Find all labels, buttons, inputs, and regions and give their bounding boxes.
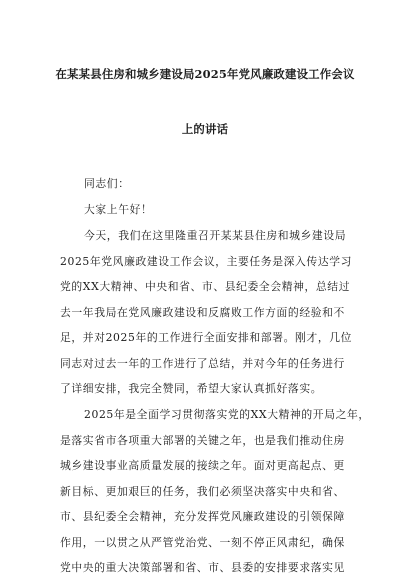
document-title-line-2: 上的讲话 (181, 122, 229, 136)
greeting: 大家上午好！ (84, 203, 153, 216)
paragraph-1-line: 2025年党风廉政建设工作会议，主要任务是深入传达学习 (60, 255, 353, 268)
paragraph-2-line: 市、县纪委全会精神，充分发挥党风廉政建设的引领保障 (60, 510, 345, 523)
paragraph-1-line: 同志对过去一年的工作进行了总结，并对今年的任务进行 (60, 357, 345, 370)
paragraph-1-line: 去一年我局在党风廉政建设和反腐败工作方面的经验和不 (60, 306, 345, 319)
paragraph-2-line: 2025年是全面学习贯彻落实党的XX大精神的开局之年， (84, 408, 370, 421)
paragraph-1-line: 今天，我们在这里隆重召开某某县住房和城乡建设局 (84, 229, 347, 242)
paragraph-2-line: 作用，一以贯之从严管党治党、一刻不停正风肃纪，确保 (60, 536, 345, 549)
document-title-line-1: 在某某县住房和城乡建设局2025年党风廉政建设工作会议 (55, 67, 355, 81)
paragraph-2-line: 党中央的重大决策部署和省、市、县委的安排要求落实见 (60, 561, 345, 574)
paragraph-1-line: 足，并对2025年的工作进行全面安排和部署。刚才，几位 (60, 331, 353, 344)
paragraph-2-line: 城乡建设事业高质量发展的接续之年。面对更高起点、更 (60, 459, 345, 472)
paragraph-2-line: 是落实省市各项重大部署的关键之年，也是我们推动住房 (60, 434, 345, 447)
paragraph-1-line: 党的XX大精神、中央和省、市、县纪委全会精神，总结过 (60, 280, 351, 293)
salutation: 同志们： (84, 177, 130, 190)
paragraph-2-line: 新目标、更加艰巨的任务，我们必须坚决落实中央和省、 (60, 485, 345, 498)
paragraph-1-line: 了详细安排，我完全赞同，希望大家认真抓好落实。 (60, 382, 323, 395)
